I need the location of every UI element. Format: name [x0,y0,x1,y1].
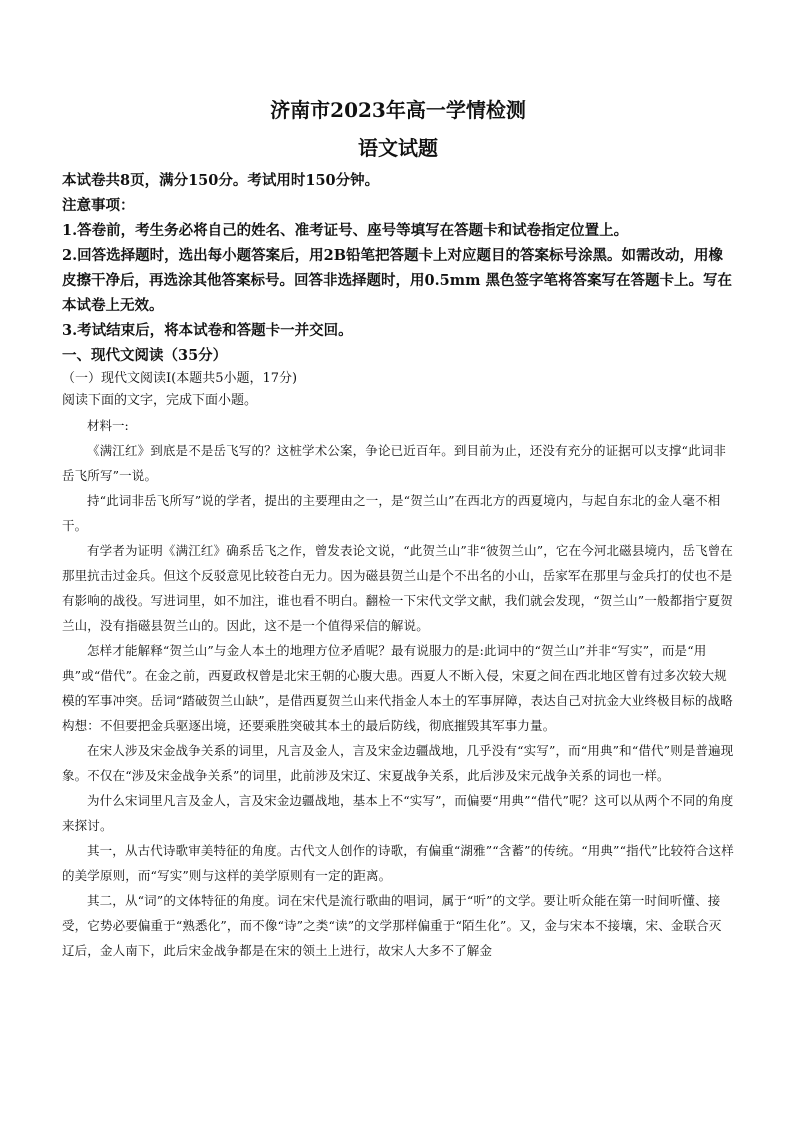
material-paragraph: 其一，从古代诗歌审美特征的角度。古代文人创作的诗歌，有偏重“湖雅”“含蓄”的传统。“用典”“指代”比较符合这样的美学原则，而“写实”则与这样的美学原则有一定的距离。 [62,843,734,883]
section-title: 一、现代文阅读（35分） [62,347,228,364]
material-paragraph: 持“此词非岳飞所写”说的学者，提出的主要理由之一，是“贺兰山”在西北方的西夏境内，与起自东北的金人毫不相干。 [62,493,721,533]
material-paragraph: 有学者为证明《满江红》确系岳飞之作，曾发表论文说，“此贺兰山”非“彼贺兰山”，它在今河北磁县境内，岳飞曾在那里抗击过金兵。但这个反驳意见比较苍白无力。因为磁县贺兰山是个不出名的小山，岳家军在那里与金兵打的仗也不是有影响的战役。写进词里，如不加注，谁也看不明白。翻检一下宋代文学文献，我们就会发现，“贺兰山”一般都指宁夏贺兰山，没有指磁县贺兰山的。因此，这不是一个值得采信的解说。 [62,543,734,633]
exam-summary: 本试卷共8页，满分150分。考试用时150分钟。 [62,172,380,189]
notice-item-2: 2.回答选择题时，选出每小题答案后，用2B铅笔把答题卡上对应题目的答案标号涂黑。如需改动，用橡皮擦干净后，再选涂其他答案标号。回答非选择题时，用0.5mm 黑色签字笔将答案写在答题卡上。写在本试卷上无效。 [62,247,732,314]
subsection-title: （一）现代文阅读Ⅰ(本题共5小题，17分) [62,371,298,386]
notice-item-1: 1.答卷前，考生务必将自己的姓名、准考证号、座号等填写在答题卡和试卷指定位置上。 [62,222,629,239]
reading-directive: 阅读下面的文字，完成下面小题。 [62,393,258,408]
exam-subtitle: 语文试题 [358,136,438,160]
material-paragraph: 为什么宋词里凡言及金人，言及宋金边疆战地，基本上不“实写”，而偏要“用典”“借代”呢？这可以从两个不同的角度来探讨。 [62,793,734,833]
material-paragraph: 《满江红》到底是不是岳飞写的？这桩学术公案，争论已近百年。到目前为止，还没有充分的证据可以支撑“此词非岳飞所写”一说。 [62,443,727,483]
material-paragraph: 其二，从“词”的文体特征的角度。词在宋代是流行歌曲的唱词，属于“听”的文学。要让听众能在第一时间听懂、接受，它势必要偏重于“熟悉化”，而不像“诗”之类“读”的文学那样偏重于“陌生化”。又，金与宋本不接壤，宋、金联合灭辽后，金人南下，此后宋金战争都是在宋的领土上进行，故宋人大多不了解金 [62,893,722,958]
notice-item-3: 3.考试结束后，将本试卷和答题卡一并交回。 [62,322,353,339]
exam-title: 济南市2023年高一学情检测 [270,98,526,122]
notice-label: 注意事项： [62,197,135,214]
material-paragraph: 怎样才能解释“贺兰山”与金人本土的地理方位矛盾呢？最有说服力的是:此词中的“贺兰山”并非“写实”，而是“用典”或“借代”。在金之前，西夏政权曾是北宋王朝的心腹大患。西夏人不断入侵，宋夏之间在西北地区曾有过多次较大规模的军事冲突。岳词“踏破贺兰山缺”，是借西夏贺兰山来代指金人本土的军事屏障，表达自己对抗金大业终极目标的战略构想：不但要把金兵驱逐出境，还要乘胜突破其本土的最后防线，彻底摧毁其军事力量。 [62,643,733,733]
material-paragraph: 在宋人涉及宋金战争关系的词里，凡言及金人，言及宋金边疆战地，几乎没有“实写”，而“用典”和“借代”则是普遍现象。不仅在“涉及宋金战争关系”的词里，此前涉及宋辽、宋夏战争关系，此后涉及宋元战争关系的词也一样。 [62,743,734,783]
material-label: 材料一: [87,418,129,433]
